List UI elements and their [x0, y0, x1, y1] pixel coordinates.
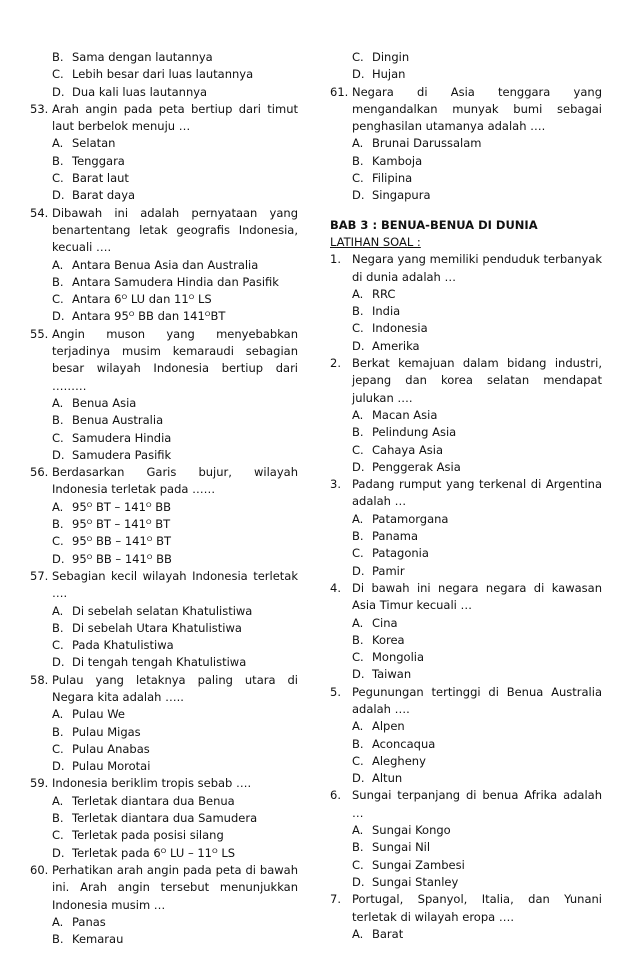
option-letter: A. — [352, 286, 364, 301]
option-text: Brunai Darussalam — [372, 136, 482, 151]
option-text: Selatan — [72, 136, 116, 151]
option-letter: B. — [52, 724, 64, 739]
question-number: 57. — [30, 568, 49, 583]
option-letter: B. — [52, 153, 64, 168]
option-letter: C. — [52, 741, 64, 756]
option-text: Dua kali luas lautannya — [72, 84, 208, 99]
answer-option — [330, 839, 602, 856]
question-number: 53. — [30, 101, 49, 116]
answer-option — [30, 931, 298, 948]
question-number: 4. — [330, 580, 341, 595]
option-text: Barat daya — [72, 188, 136, 203]
question-text: Negara yang memiliki penduduk terbanyak di dunia adalah … — [352, 252, 602, 284]
answer-option — [30, 308, 298, 325]
option-letter: D. — [352, 188, 365, 203]
option-letter: B. — [352, 425, 364, 440]
answer-option — [330, 135, 602, 152]
question-text: Arah angin pada peta bertiup dari timut laut berbelok menuju … — [52, 101, 298, 134]
option-text: Lebih besar dari luas lautannya — [72, 67, 254, 82]
answer-option — [330, 442, 602, 459]
question-item — [30, 672, 298, 707]
option-text: Pelindung Asia — [372, 425, 457, 440]
option-letter: A. — [352, 136, 364, 151]
option-letter: D. — [52, 551, 65, 566]
option-text: Patagonia — [372, 546, 429, 561]
option-letter: C. — [352, 321, 364, 336]
option-text: 95ᴼ BB – 141ᴼ BT — [72, 534, 172, 549]
option-letter: A. — [52, 603, 64, 618]
answer-option — [30, 654, 298, 671]
question-number: 60. — [30, 862, 49, 877]
answer-option — [330, 563, 602, 580]
answer-option — [30, 84, 298, 101]
question-number: 59. — [30, 776, 49, 791]
option-text: Kamboja — [372, 153, 423, 168]
option-text: Pulau Anabas — [72, 741, 150, 756]
option-letter: D. — [352, 563, 365, 578]
answer-option — [330, 66, 602, 83]
option-letter: D. — [352, 667, 365, 682]
question-number: 6. — [330, 788, 341, 803]
question-item — [330, 684, 602, 719]
answer-option — [330, 170, 602, 187]
option-text: Patamorgana — [372, 511, 449, 526]
option-letter: A. — [52, 499, 64, 514]
option-letter: D. — [352, 874, 365, 889]
answer-option — [30, 153, 298, 170]
right-column — [330, 49, 602, 943]
option-text: Benua Asia — [72, 395, 137, 410]
answer-option — [330, 545, 602, 562]
answer-option — [30, 724, 298, 741]
option-letter: A. — [52, 793, 64, 808]
option-letter: C. — [352, 171, 364, 186]
option-letter: B. — [352, 840, 364, 855]
question-text: Angin muson yang menyebabkan terjadinya musim kemaraudi sebagian besar wilayah Indonesia bertiup dari ……… — [52, 326, 298, 393]
answer-option — [30, 66, 298, 83]
option-letter: C. — [52, 638, 64, 653]
option-letter: A. — [52, 395, 64, 410]
option-text: Pulau We — [72, 707, 125, 722]
question-number: 56. — [30, 465, 49, 480]
option-letter: C. — [52, 534, 64, 549]
option-letter: D. — [352, 459, 365, 474]
option-letter: A. — [52, 707, 64, 722]
option-text: 95ᴼ BT – 141ᴼ BT — [72, 517, 171, 532]
option-text: India — [372, 304, 401, 319]
option-text: Filipina — [372, 171, 413, 186]
question-number: 1. — [330, 252, 341, 267]
question-number: 7. — [330, 892, 341, 907]
answer-option — [30, 845, 298, 862]
answer-option — [30, 49, 298, 66]
option-text: Terletak diantara dua Samudera — [72, 811, 258, 826]
option-letter: B. — [52, 811, 64, 826]
option-letter: B. — [52, 517, 64, 532]
option-letter: D. — [352, 771, 365, 786]
answer-option — [330, 528, 602, 545]
exercise-heading: LATIHAN SOAL : — [330, 234, 421, 249]
answer-option — [330, 303, 602, 320]
answer-option — [330, 187, 602, 204]
answer-option — [30, 257, 298, 274]
option-letter: B. — [52, 274, 64, 289]
answer-option — [330, 338, 602, 355]
question-number: 3. — [330, 477, 341, 492]
question-text: Berkat kemajuan dalam bidang industri, jepang dan korea selatan mendapat julukan …. — [352, 356, 602, 405]
question-text: Pulau yang letaknya paling utara di Negara kita adalah ….. — [52, 672, 298, 704]
option-letter: C. — [352, 753, 364, 768]
answer-option — [330, 753, 602, 770]
answer-option — [330, 286, 602, 303]
option-letter: D. — [52, 188, 65, 203]
option-text: 95ᴼ BB – 141ᴼ BB — [72, 551, 172, 566]
option-letter: C. — [352, 650, 364, 665]
option-letter: D. — [52, 309, 65, 324]
question-item — [330, 251, 602, 286]
answer-option — [330, 874, 602, 891]
question-text: Pegunungan tertinggi di Benua Australia adalah …. — [352, 684, 602, 716]
option-text: Dingin — [372, 50, 410, 64]
answer-option — [30, 741, 298, 758]
option-letter: C. — [52, 171, 64, 186]
answer-option — [30, 620, 298, 637]
option-letter: B. — [352, 632, 364, 647]
option-text: Terletak pada posisi silang — [72, 828, 224, 843]
option-text: Alegheny — [372, 753, 426, 768]
question-item — [330, 580, 602, 615]
option-text: Taiwan — [372, 667, 412, 682]
option-text: Sungai Nil — [372, 840, 431, 855]
option-letter: A. — [352, 511, 364, 526]
option-letter: B. — [52, 413, 64, 428]
option-text: Terletak diantara dua Benua — [72, 793, 235, 808]
answer-option — [30, 499, 298, 516]
option-letter: B. — [52, 620, 64, 635]
question-text: Portugal, Spanyol, Italia, dan Yunani terletak di wilayah eropa …. — [352, 892, 602, 924]
question-text: Dibawah ini adalah pernyataan yang benartentang letak geografis Indonesia, kecuali …. — [52, 205, 298, 255]
option-letter: A. — [52, 136, 64, 151]
option-text: Pulau Morotai — [72, 759, 151, 774]
option-letter: B. — [52, 50, 64, 64]
option-letter: B. — [352, 736, 364, 751]
option-letter: D. — [352, 338, 365, 353]
option-letter: D. — [352, 67, 365, 82]
option-text: Macan Asia — [372, 407, 438, 422]
answer-option — [330, 736, 602, 753]
answer-option — [330, 822, 602, 839]
question-text: Di bawah ini negara negara di kawasan Asia Timur kecuali … — [352, 580, 602, 613]
question-number: 58. — [30, 672, 49, 687]
option-letter: A. — [352, 407, 364, 422]
option-letter: D. — [52, 84, 65, 99]
option-text: 95ᴼ BT – 141ᴼ BB — [72, 499, 172, 514]
option-text: Panas — [72, 914, 106, 929]
answer-option — [330, 49, 602, 66]
option-letter: A. — [52, 257, 64, 272]
option-text: Sama dengan lautannya — [72, 50, 213, 64]
option-letter: C. — [352, 857, 364, 872]
option-text: Tenggara — [72, 153, 125, 168]
option-text: Samudera Hindia — [72, 430, 172, 445]
option-letter: B. — [52, 932, 64, 947]
option-letter: C. — [52, 292, 64, 307]
option-text: Antara Benua Asia dan Australia — [72, 257, 259, 272]
answer-option — [30, 516, 298, 533]
answer-option — [30, 291, 298, 308]
answer-option — [30, 810, 298, 827]
answer-option — [330, 926, 602, 943]
left-column — [30, 49, 298, 948]
option-text: Hujan — [372, 67, 406, 82]
option-text: Kemarau — [72, 932, 124, 947]
question-number: 55. — [30, 326, 49, 341]
answer-option — [30, 187, 298, 204]
option-letter: D. — [52, 759, 65, 774]
chapter-heading: BAB 3 : BENUA-BENUA DI DUNIA — [330, 217, 538, 232]
question-item — [30, 326, 298, 395]
option-text: Singapura — [372, 188, 431, 203]
answer-option — [330, 511, 602, 528]
answer-option — [330, 459, 602, 476]
option-text: Antara 6ᴼ LU dan 11ᴼ LS — [72, 292, 212, 307]
answer-option — [30, 135, 298, 152]
question-item — [30, 205, 298, 257]
question-text: Padang rumput yang terkenal di Argentina adalah … — [352, 477, 602, 509]
answer-option — [30, 793, 298, 810]
answer-option — [30, 447, 298, 464]
option-text: RRC — [372, 286, 396, 301]
answer-option — [330, 632, 602, 649]
option-letter: D. — [52, 447, 65, 462]
question-number: 54. — [30, 205, 49, 220]
answer-option — [30, 914, 298, 931]
question-number: 5. — [330, 684, 341, 699]
answer-option — [30, 758, 298, 775]
option-letter: A. — [352, 926, 364, 941]
option-text: Samudera Pasifik — [72, 447, 172, 462]
option-text: Altun — [372, 771, 403, 786]
question-item — [30, 568, 298, 603]
option-text: Mongolia — [372, 650, 425, 665]
option-text: Penggerak Asia — [372, 459, 461, 474]
option-text: Cahaya Asia — [372, 442, 444, 457]
question-number: 2. — [330, 356, 341, 371]
answer-option — [30, 395, 298, 412]
option-text: Antara Samudera Hindia dan Pasifik — [72, 274, 279, 289]
option-text: Benua Australia — [72, 413, 164, 428]
option-letter: D. — [52, 845, 65, 860]
option-text: Pada Khatulistiwa — [72, 638, 174, 653]
option-text: Di tengah tengah Khatulistiwa — [72, 655, 247, 670]
question-item — [330, 787, 602, 822]
question-text: Sebagian kecil wilayah Indonesia terletak …. — [52, 568, 298, 601]
question-item — [30, 775, 298, 792]
question-item — [30, 101, 298, 136]
answer-option — [30, 637, 298, 654]
answer-option — [330, 770, 602, 787]
option-letter: B. — [352, 529, 364, 544]
answer-option — [30, 551, 298, 568]
option-text: Sungai Stanley — [372, 874, 459, 889]
option-text: Sungai Kongo — [372, 823, 451, 838]
question-item — [330, 476, 602, 511]
answer-option — [30, 170, 298, 187]
answer-option — [330, 718, 602, 735]
option-text: Di sebelah selatan Khatulistiwa — [72, 603, 253, 618]
option-letter: B. — [352, 153, 364, 168]
option-letter: C. — [52, 828, 64, 843]
answer-option — [30, 827, 298, 844]
option-text: Amerika — [372, 338, 420, 353]
option-text: Cina — [372, 615, 398, 630]
question-text: Negara di Asia tenggara yang mengandalkan munyak bumi sebagai penghasilan utamanya adalah …. — [352, 84, 602, 134]
question-item — [330, 355, 602, 407]
option-text: Terletak pada 6ᴼ LU – 11ᴼ LS — [72, 845, 236, 860]
question-number: 61. — [330, 84, 349, 99]
question-text: Indonesia beriklim tropis sebab …. — [52, 776, 252, 791]
answer-option — [30, 603, 298, 620]
option-text: Di sebelah Utara Khatulistiwa — [72, 620, 242, 635]
option-text: Aconcaqua — [372, 736, 436, 751]
option-letter: C. — [352, 50, 364, 64]
question-text: Berdasarkan Garis bujur, wilayah Indonesia terletak pada …… — [52, 465, 298, 497]
option-text: Alpen — [372, 719, 405, 734]
answer-option — [330, 615, 602, 632]
answer-option — [30, 412, 298, 429]
option-letter: B. — [352, 304, 364, 319]
option-letter: C. — [52, 67, 64, 82]
answer-option — [30, 430, 298, 447]
question-item — [330, 891, 602, 926]
answer-option — [330, 153, 602, 170]
question-item — [30, 464, 298, 499]
option-text: Sungai Zambesi — [372, 857, 465, 872]
answer-option — [30, 706, 298, 723]
option-letter: C. — [352, 442, 364, 457]
option-text: Pamir — [372, 563, 405, 578]
option-letter: A. — [52, 914, 64, 929]
option-letter: A. — [352, 719, 364, 734]
answer-option — [330, 424, 602, 441]
question-text: Sungai terpanjang di benua Afrika adalah … — [352, 788, 602, 820]
question-text: Perhatikan arah angin pada peta di bawah ini. Arah angin tersebut menunjukkan Indonesia musim … — [52, 862, 298, 912]
option-text: Pulau Migas — [72, 724, 141, 739]
question-item — [330, 84, 602, 136]
option-text: Indonesia — [372, 321, 428, 336]
answer-option — [330, 407, 602, 424]
option-letter: D. — [52, 655, 65, 670]
answer-option — [30, 533, 298, 550]
option-letter: A. — [352, 615, 364, 630]
option-letter: C. — [52, 430, 64, 445]
option-text: Korea — [372, 632, 405, 647]
answer-option — [30, 274, 298, 291]
option-letter: A. — [352, 823, 364, 838]
question-item — [30, 862, 298, 914]
answer-option — [330, 666, 602, 683]
answer-option — [330, 857, 602, 874]
option-letter: C. — [352, 546, 364, 561]
option-text: Barat laut — [72, 171, 129, 186]
answer-option — [330, 320, 602, 337]
option-text: Panama — [372, 529, 419, 544]
option-text: Antara 95ᴼ BB dan 141ᴼBT — [72, 309, 226, 324]
option-text: Barat — [372, 926, 404, 941]
answer-option — [330, 649, 602, 666]
